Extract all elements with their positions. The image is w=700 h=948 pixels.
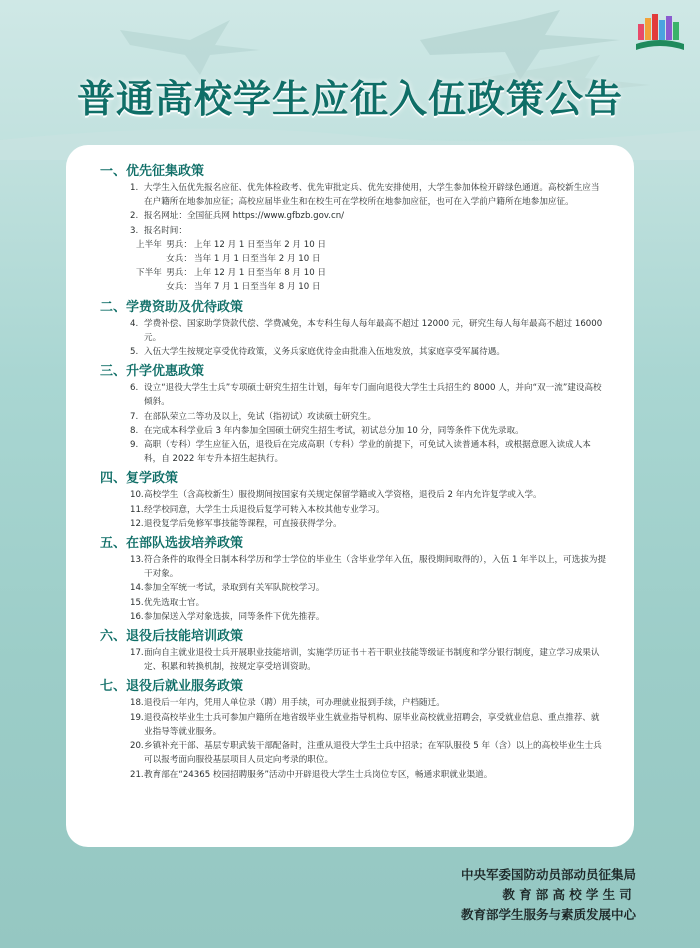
policy-item xyxy=(108,696,608,710)
policy-item xyxy=(108,317,608,345)
schedule-half xyxy=(136,252,164,266)
item-text: 设立“退役大学生士兵”专项硕士研究生招生计划，每年专门面向退役大学生士兵招生约 8000 人，并向“双一流”建设高校倾斜。 xyxy=(144,383,602,408)
section-heading: 三、升学优惠政策 xyxy=(100,364,205,380)
policy-item xyxy=(108,488,608,502)
item-number: 9. xyxy=(130,440,139,451)
item-number: 1. xyxy=(130,183,139,193)
schedule-range: 当年 7 月 1 日至当年 8 月 10 日 xyxy=(194,282,321,293)
item-text: 优先选取士官。 xyxy=(144,597,205,608)
issuer-block xyxy=(461,865,636,925)
section-heading: 四、复学政策 xyxy=(100,471,179,487)
schedule-range: 上年 12 月 1 日至当年 8 月 10 日 xyxy=(194,268,327,279)
item-number: 3. xyxy=(130,225,139,236)
item-text: 报名时间： xyxy=(144,225,187,236)
issuer-line: 教育部高校学生司 xyxy=(502,887,636,902)
policy-section xyxy=(96,627,608,674)
item-number: 14. xyxy=(130,583,144,594)
item-text: 高职（专科）学生应征入伍，退役后在完成高职（专科）学业的前提下，可免试入读普通本科，或根据意愿入读成人本科，自 2022 年专升本招生起执行。 xyxy=(144,440,591,465)
item-number: 4. xyxy=(130,318,139,329)
item-number: 12. xyxy=(130,518,144,529)
policy-section xyxy=(96,677,608,781)
item-number: 5. xyxy=(130,347,139,358)
issuer-line: 教育部学生服务与素质发展中心 xyxy=(460,907,636,922)
item-text: 入伍大学生按规定享受优待政策，义务兵家庭优待金由批准入伍地发放，其家庭享受军属待遇。 xyxy=(144,347,505,358)
schedule-row xyxy=(136,238,608,252)
item-text: 学费补偿、国家助学贷款代偿、学费减免，本专科生每人每年最高不超过 12000 元，研究生每人每年最高不超过 16000 元。 xyxy=(144,318,603,343)
item-text: 参加全军统一考试，录取到有关军队院校学习。 xyxy=(144,583,325,594)
issuer-line: 中央军委国防动员部动员征集局 xyxy=(460,867,636,882)
schedule-row xyxy=(136,266,608,280)
policy-item xyxy=(108,581,608,595)
policy-item xyxy=(108,209,608,223)
policy-item xyxy=(108,224,608,238)
policy-item xyxy=(108,345,608,359)
item-number: 18. xyxy=(130,698,144,709)
schedule-who: 男兵： xyxy=(166,239,192,250)
policy-item xyxy=(108,381,608,409)
policy-section xyxy=(96,534,608,624)
policy-section xyxy=(96,362,608,466)
page-title: 普通高校学生应征入伍政策公告 xyxy=(76,77,623,121)
item-text: 在完成本科学业后 3 年内参加全国硕士研究生招生考试，初试总分加 10 分，同等条件下优先录取。 xyxy=(144,425,524,436)
policy-item xyxy=(108,739,608,767)
policy-item xyxy=(108,438,608,466)
schedule-range: 上年 12 月 1 日至当年 2 月 10 日 xyxy=(194,239,327,250)
policy-item xyxy=(108,424,608,438)
brand-logo xyxy=(634,10,686,54)
section-heading: 六、退役后技能培训政策 xyxy=(100,629,244,645)
policy-item xyxy=(108,181,608,209)
item-text: 退役高校毕业生士兵可参加户籍所在地省级毕业生就业指导机构、原毕业高校就业招聘会，享受就业信息、重点推荐、就业指导等就业服务。 xyxy=(144,712,600,737)
item-number: 10. xyxy=(130,490,144,501)
section-heading: 二、学费资助及优待政策 xyxy=(100,299,244,315)
policy-item xyxy=(108,410,608,424)
item-text: 高校学生（含高校新生）服役期间按国家有关规定保留学籍或入学资格，退役后 2 年内允许复学或入学。 xyxy=(144,490,542,501)
item-text: 教育部在“24365 校园招聘服务”活动中开辟退役大学生士兵岗位专区，畅通求职就业渠道。 xyxy=(144,769,493,780)
item-text: 大学生入伍优先报名应征、优先体检政考、优先审批定兵、优先安排使用，大学生参加体检开辟绿色通道。高校新生应当在户籍所在地参加应征；高校应届毕业生和在校生可在学校所在地参加应征，也可在入学前户籍所在地参加应征。 xyxy=(144,183,600,208)
item-text: 报名网址：全国征兵网 https://www.gfbzb.gov.cn/ xyxy=(144,211,345,222)
schedule-who: 男兵： xyxy=(166,268,192,279)
policy-card xyxy=(66,145,634,847)
item-text: 乡镇补充干部、基层专职武装干部配备时，注重从退役大学生士兵中招录；在军队服役 5 年（含）以上的高校毕业生士兵可以报考面向服役基层项目人员定向考录的职位。 xyxy=(144,741,602,766)
item-number: 17. xyxy=(130,648,144,659)
item-text: 面向自主就业退役士兵开展职业技能培训，实施学历证书＋若干职业技能等级证书制度和学分银行制度，建立学习成果认定、积累和转换机制，按规定享受培训资助。 xyxy=(144,648,600,673)
schedule-who: 女兵： xyxy=(166,282,192,293)
item-text: 退役复学后免修军事技能等课程，可直接获得学分。 xyxy=(144,518,342,529)
section-heading: 五、在部队选拔培养政策 xyxy=(100,536,244,552)
schedule-half xyxy=(136,280,164,294)
registration-schedule xyxy=(96,238,608,295)
item-text: 经学校同意，大学生士兵退役后复学可转入本校其他专业学习。 xyxy=(144,504,385,515)
item-number: 2. xyxy=(130,211,139,222)
policy-item xyxy=(108,711,608,739)
schedule-who: 女兵： xyxy=(166,254,192,265)
policy-item xyxy=(108,517,608,531)
policy-section xyxy=(96,469,608,531)
section-heading: 一、优先征集政策 xyxy=(100,164,205,179)
schedule-half: 下半年 xyxy=(136,268,162,279)
item-number: 15. xyxy=(130,597,144,608)
policy-section xyxy=(96,162,608,295)
item-number: 6. xyxy=(130,383,139,394)
item-text: 在部队荣立二等功及以上，免试（指初试）攻读硕士研究生。 xyxy=(144,411,377,422)
policy-section xyxy=(96,298,608,360)
policy-item xyxy=(108,610,608,624)
section-heading: 七、退役后就业服务政策 xyxy=(100,679,244,695)
item-text: 参加保送入学对象选拔，同等条件下优先推荐。 xyxy=(144,611,325,622)
policy-item xyxy=(108,553,608,581)
item-number: 20. xyxy=(130,741,144,752)
item-number: 16. xyxy=(130,611,144,622)
item-number: 21. xyxy=(130,769,144,780)
item-text: 退役后一年内，凭用人单位录（聘）用手续，可办理就业报到手续，户档随迁。 xyxy=(144,698,445,709)
policy-item xyxy=(108,503,608,517)
policy-item xyxy=(108,596,608,610)
item-number: 7. xyxy=(130,411,139,422)
item-number: 19. xyxy=(130,712,144,723)
policy-item xyxy=(108,646,608,674)
schedule-row xyxy=(136,280,608,294)
schedule-half: 上半年 xyxy=(136,239,162,250)
schedule-row xyxy=(136,252,608,266)
schedule-range: 当年 1 月 1 日至当年 2 月 10 日 xyxy=(194,254,321,265)
item-number: 13. xyxy=(130,555,144,566)
item-number: 8. xyxy=(130,425,139,436)
policy-item xyxy=(108,768,608,782)
item-text: 符合条件的取得全日制本科学历和学士学位的毕业生（含毕业学年入伍，服役期间取得的），入伍 1 年半以上，可选拔为提干对象。 xyxy=(144,555,607,580)
item-number: 11. xyxy=(130,504,144,515)
